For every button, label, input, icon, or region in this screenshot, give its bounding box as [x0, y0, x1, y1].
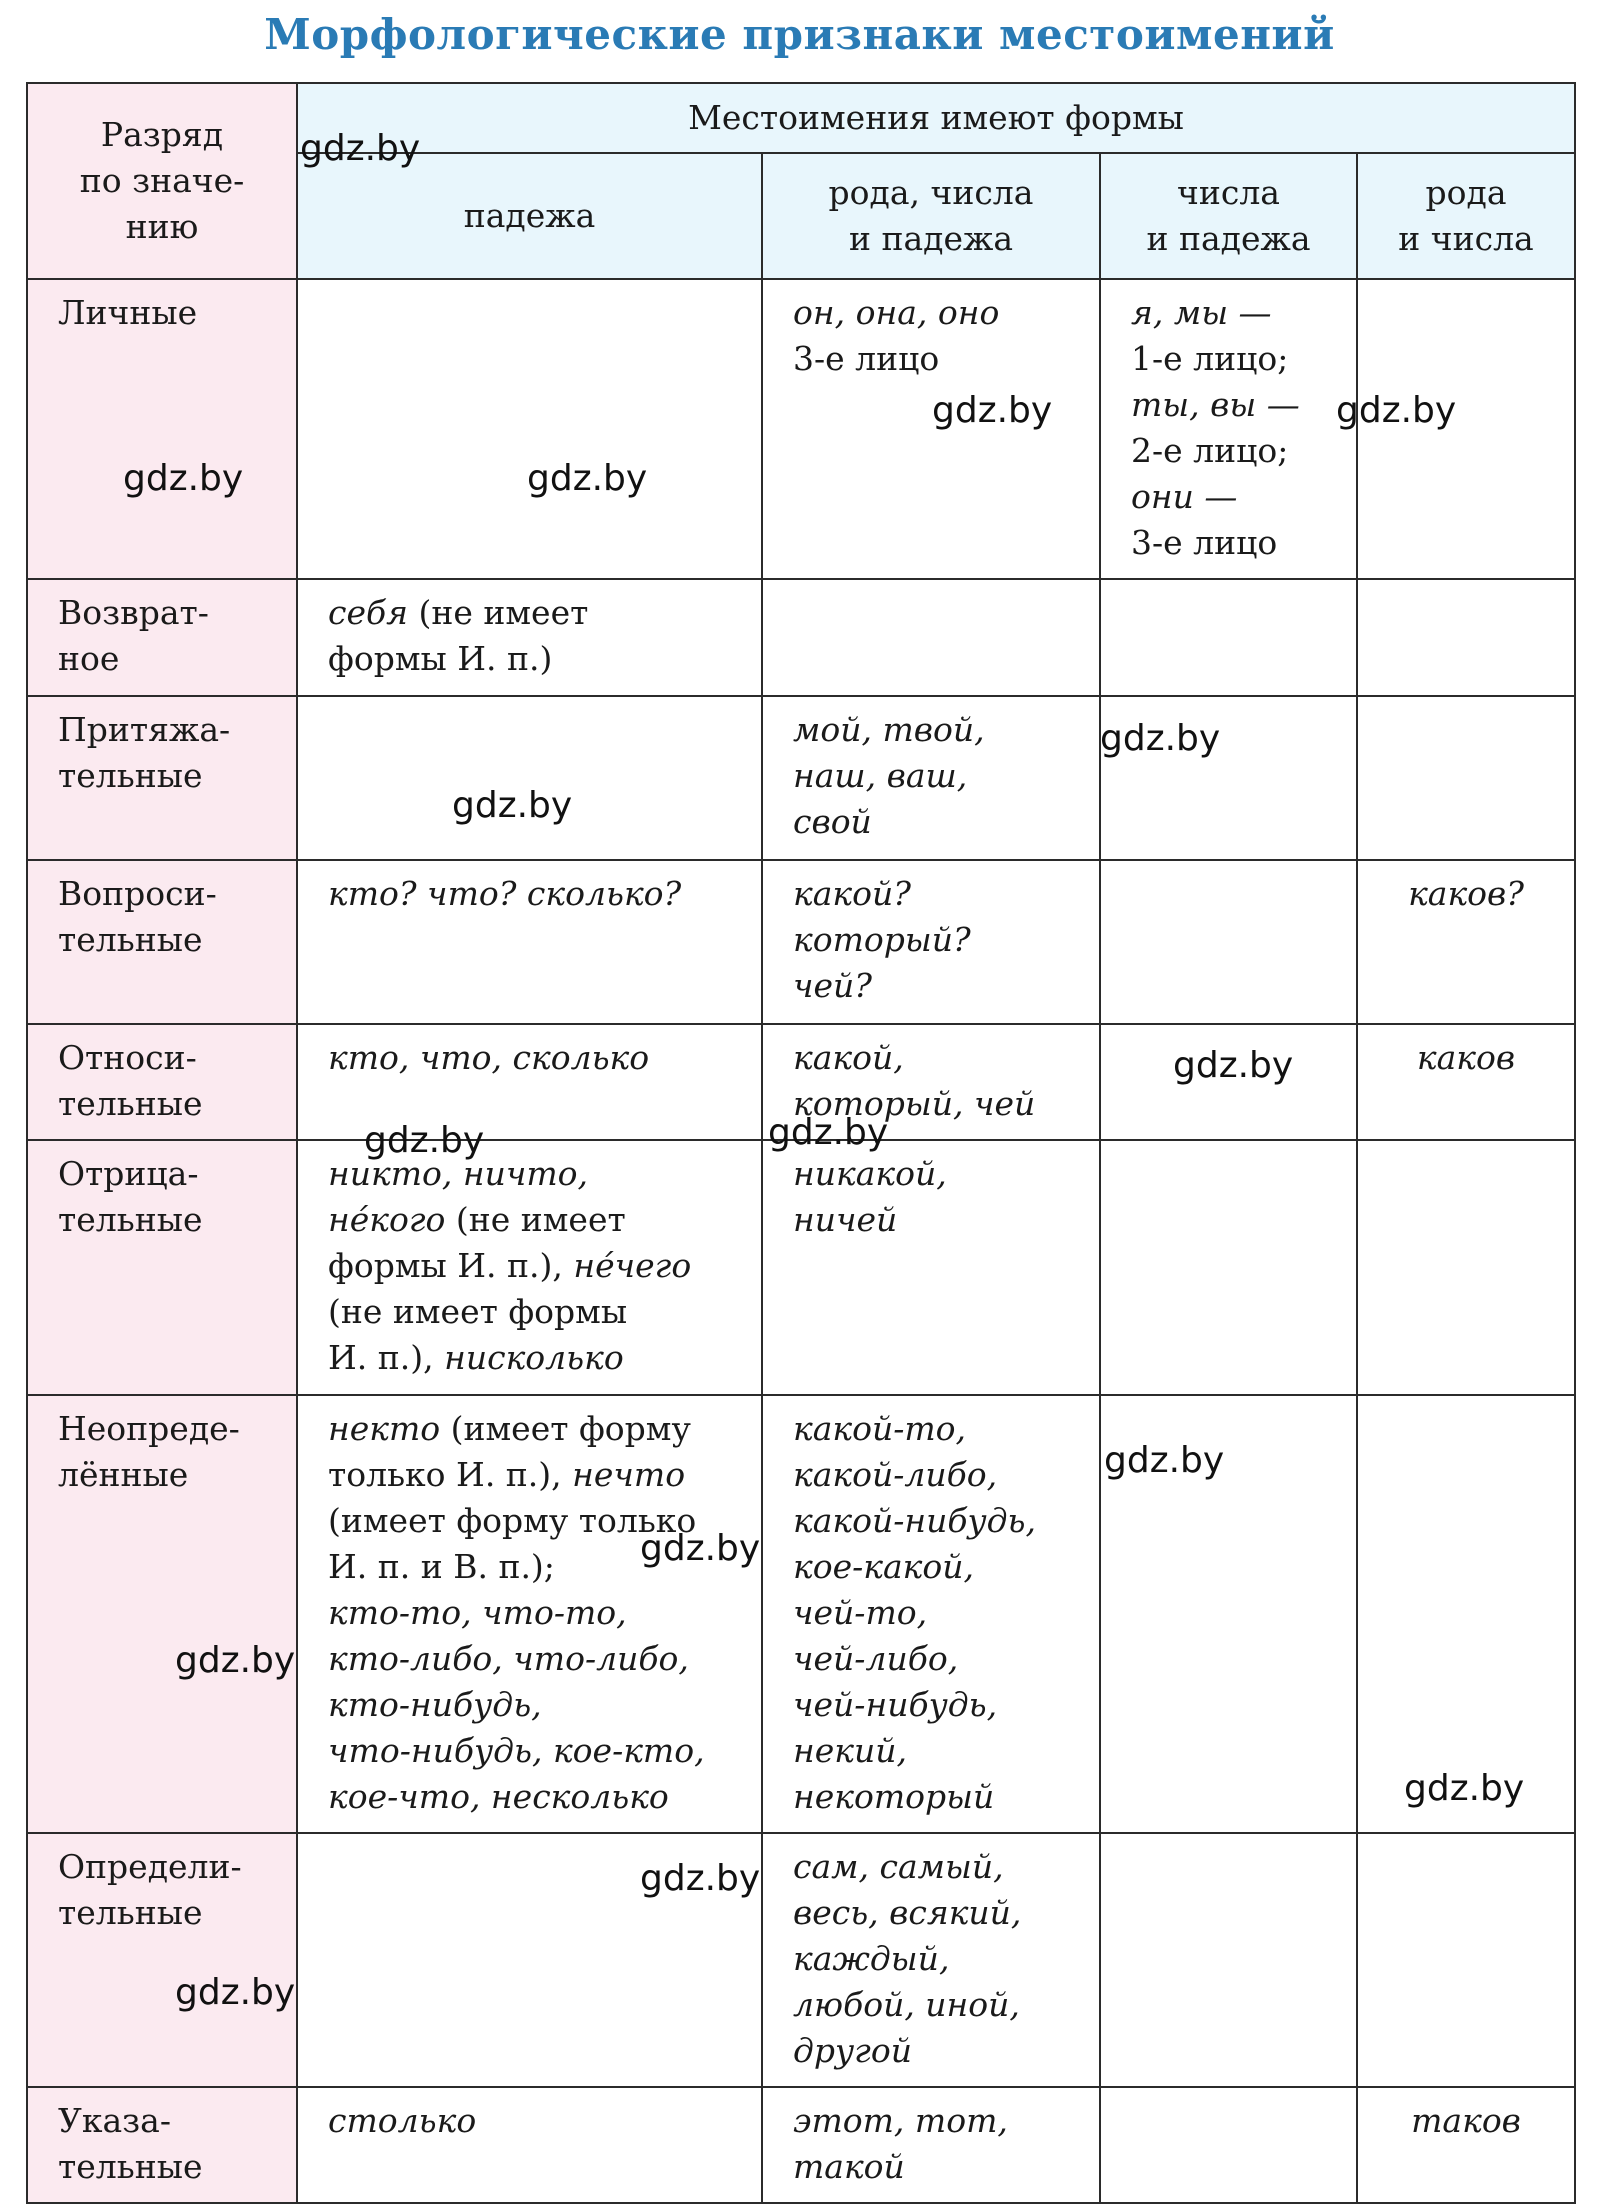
cell-reflexive-case: себя (не имеет формы И. п.): [297, 579, 762, 696]
cell-demonstrative-case: столько: [297, 2087, 762, 2203]
rank-definitive: Определи- тельные: [27, 1833, 297, 2087]
watermark: gdz.by: [1104, 1440, 1225, 1481]
watermark: gdz.by: [527, 458, 648, 499]
watermark: gdz.by: [1100, 718, 1221, 759]
rank-interrogative: Вопроси- тельные: [27, 860, 297, 1024]
cell-demonstrative-gn: таков: [1357, 2087, 1575, 2203]
table-row: [27, 696, 1575, 860]
watermark: gdz.by: [640, 1858, 761, 1899]
rank-negative: Отрица- тельные: [27, 1140, 297, 1395]
watermark: gdz.by: [364, 1120, 485, 1161]
cell-relative-gn: каков: [1357, 1024, 1575, 1140]
watermark: gdz.by: [175, 1972, 296, 2013]
table-row: [27, 2087, 1575, 2203]
cell-interrogative-gnc: какой? который? чей?: [762, 860, 1100, 1024]
watermark: gdz.by: [175, 1640, 296, 1681]
header-forms: Местоимения имеют формы: [297, 83, 1575, 153]
watermark: gdz.by: [640, 1528, 761, 1569]
cell-personal-case: [297, 279, 762, 579]
header-case: падежа: [297, 153, 762, 279]
table-row: [27, 579, 1575, 696]
cell-negative-case: никто, ничто, не́кого (не имеет формы И. п.), не́чего (не имеет формы И. п.), нисколько: [297, 1140, 762, 1395]
rank-relative: Относи- тельные: [27, 1024, 297, 1140]
table-row: [27, 1140, 1575, 1395]
rank-reflexive: Возврат- ное: [27, 579, 297, 696]
watermark: gdz.by: [1404, 1768, 1525, 1809]
cell-negative-gnc: никакой, ничей: [762, 1140, 1100, 1395]
cell-interrogative-case: кто? что? сколько?: [297, 860, 762, 1024]
cell-personal-nc: я, мы — 1-е лицо; ты, вы — 2-е лицо; они — 3-е лицо: [1100, 279, 1357, 579]
watermark: gdz.by: [300, 128, 421, 169]
rank-indefinite: Неопреде- лённые: [27, 1395, 297, 1833]
rank-personal: Личные: [27, 279, 297, 579]
table-row: [27, 860, 1575, 1024]
table-row: [27, 1395, 1575, 1833]
cell-personal-gnc: он, она, оно 3-е лицо: [762, 279, 1100, 579]
cell-demonstrative-gnc: этот, тот, такой: [762, 2087, 1100, 2203]
rank-possessive: Притяжа- тельные: [27, 696, 297, 860]
cell-indefinite-case: некто (имеет форму только И. п.), нечто (имеет форму только И. п. и В. п.); кто-то, что-то, кто-либо, что-либо, кто-нибудь, что-нибудь, кое-кто, кое-что, несколько: [297, 1395, 762, 1833]
cell-definitive-gnc: сам, самый, весь, всякий, каждый, любой, иной, другой: [762, 1833, 1100, 2087]
cell-interrogative-gn: каков?: [1357, 860, 1575, 1024]
cell-indefinite-gnc: какой-то, какой-либо, какой-нибудь, кое-какой, чей-то, чей-либо, чей-нибудь, некий, некоторый: [762, 1395, 1100, 1833]
watermark: gdz.by: [1336, 390, 1457, 431]
rank-demonstrative: Указа- тельные: [27, 2087, 297, 2203]
cell-relative-case: кто, что, сколько: [297, 1024, 762, 1140]
page-title: Морфологические признаки местоимений: [264, 10, 1335, 59]
cell-possessive-gnc: мой, твой, наш, ваш, свой: [762, 696, 1100, 860]
cell-relative-gnc: какой, который, чей: [762, 1024, 1100, 1140]
watermark: gdz.by: [768, 1112, 889, 1153]
header-number-case: числа и падежа: [1100, 153, 1357, 279]
watermark: gdz.by: [123, 458, 244, 499]
watermark: gdz.by: [452, 785, 573, 826]
table-row: [27, 1833, 1575, 2087]
header-gender-number-case: рода, числа и падежа: [762, 153, 1100, 279]
header-gender-number: рода и числа: [1357, 153, 1575, 279]
watermark: gdz.by: [1173, 1045, 1294, 1086]
header-rank: Разряд по значе- нию: [27, 83, 297, 279]
watermark: gdz.by: [932, 390, 1053, 431]
